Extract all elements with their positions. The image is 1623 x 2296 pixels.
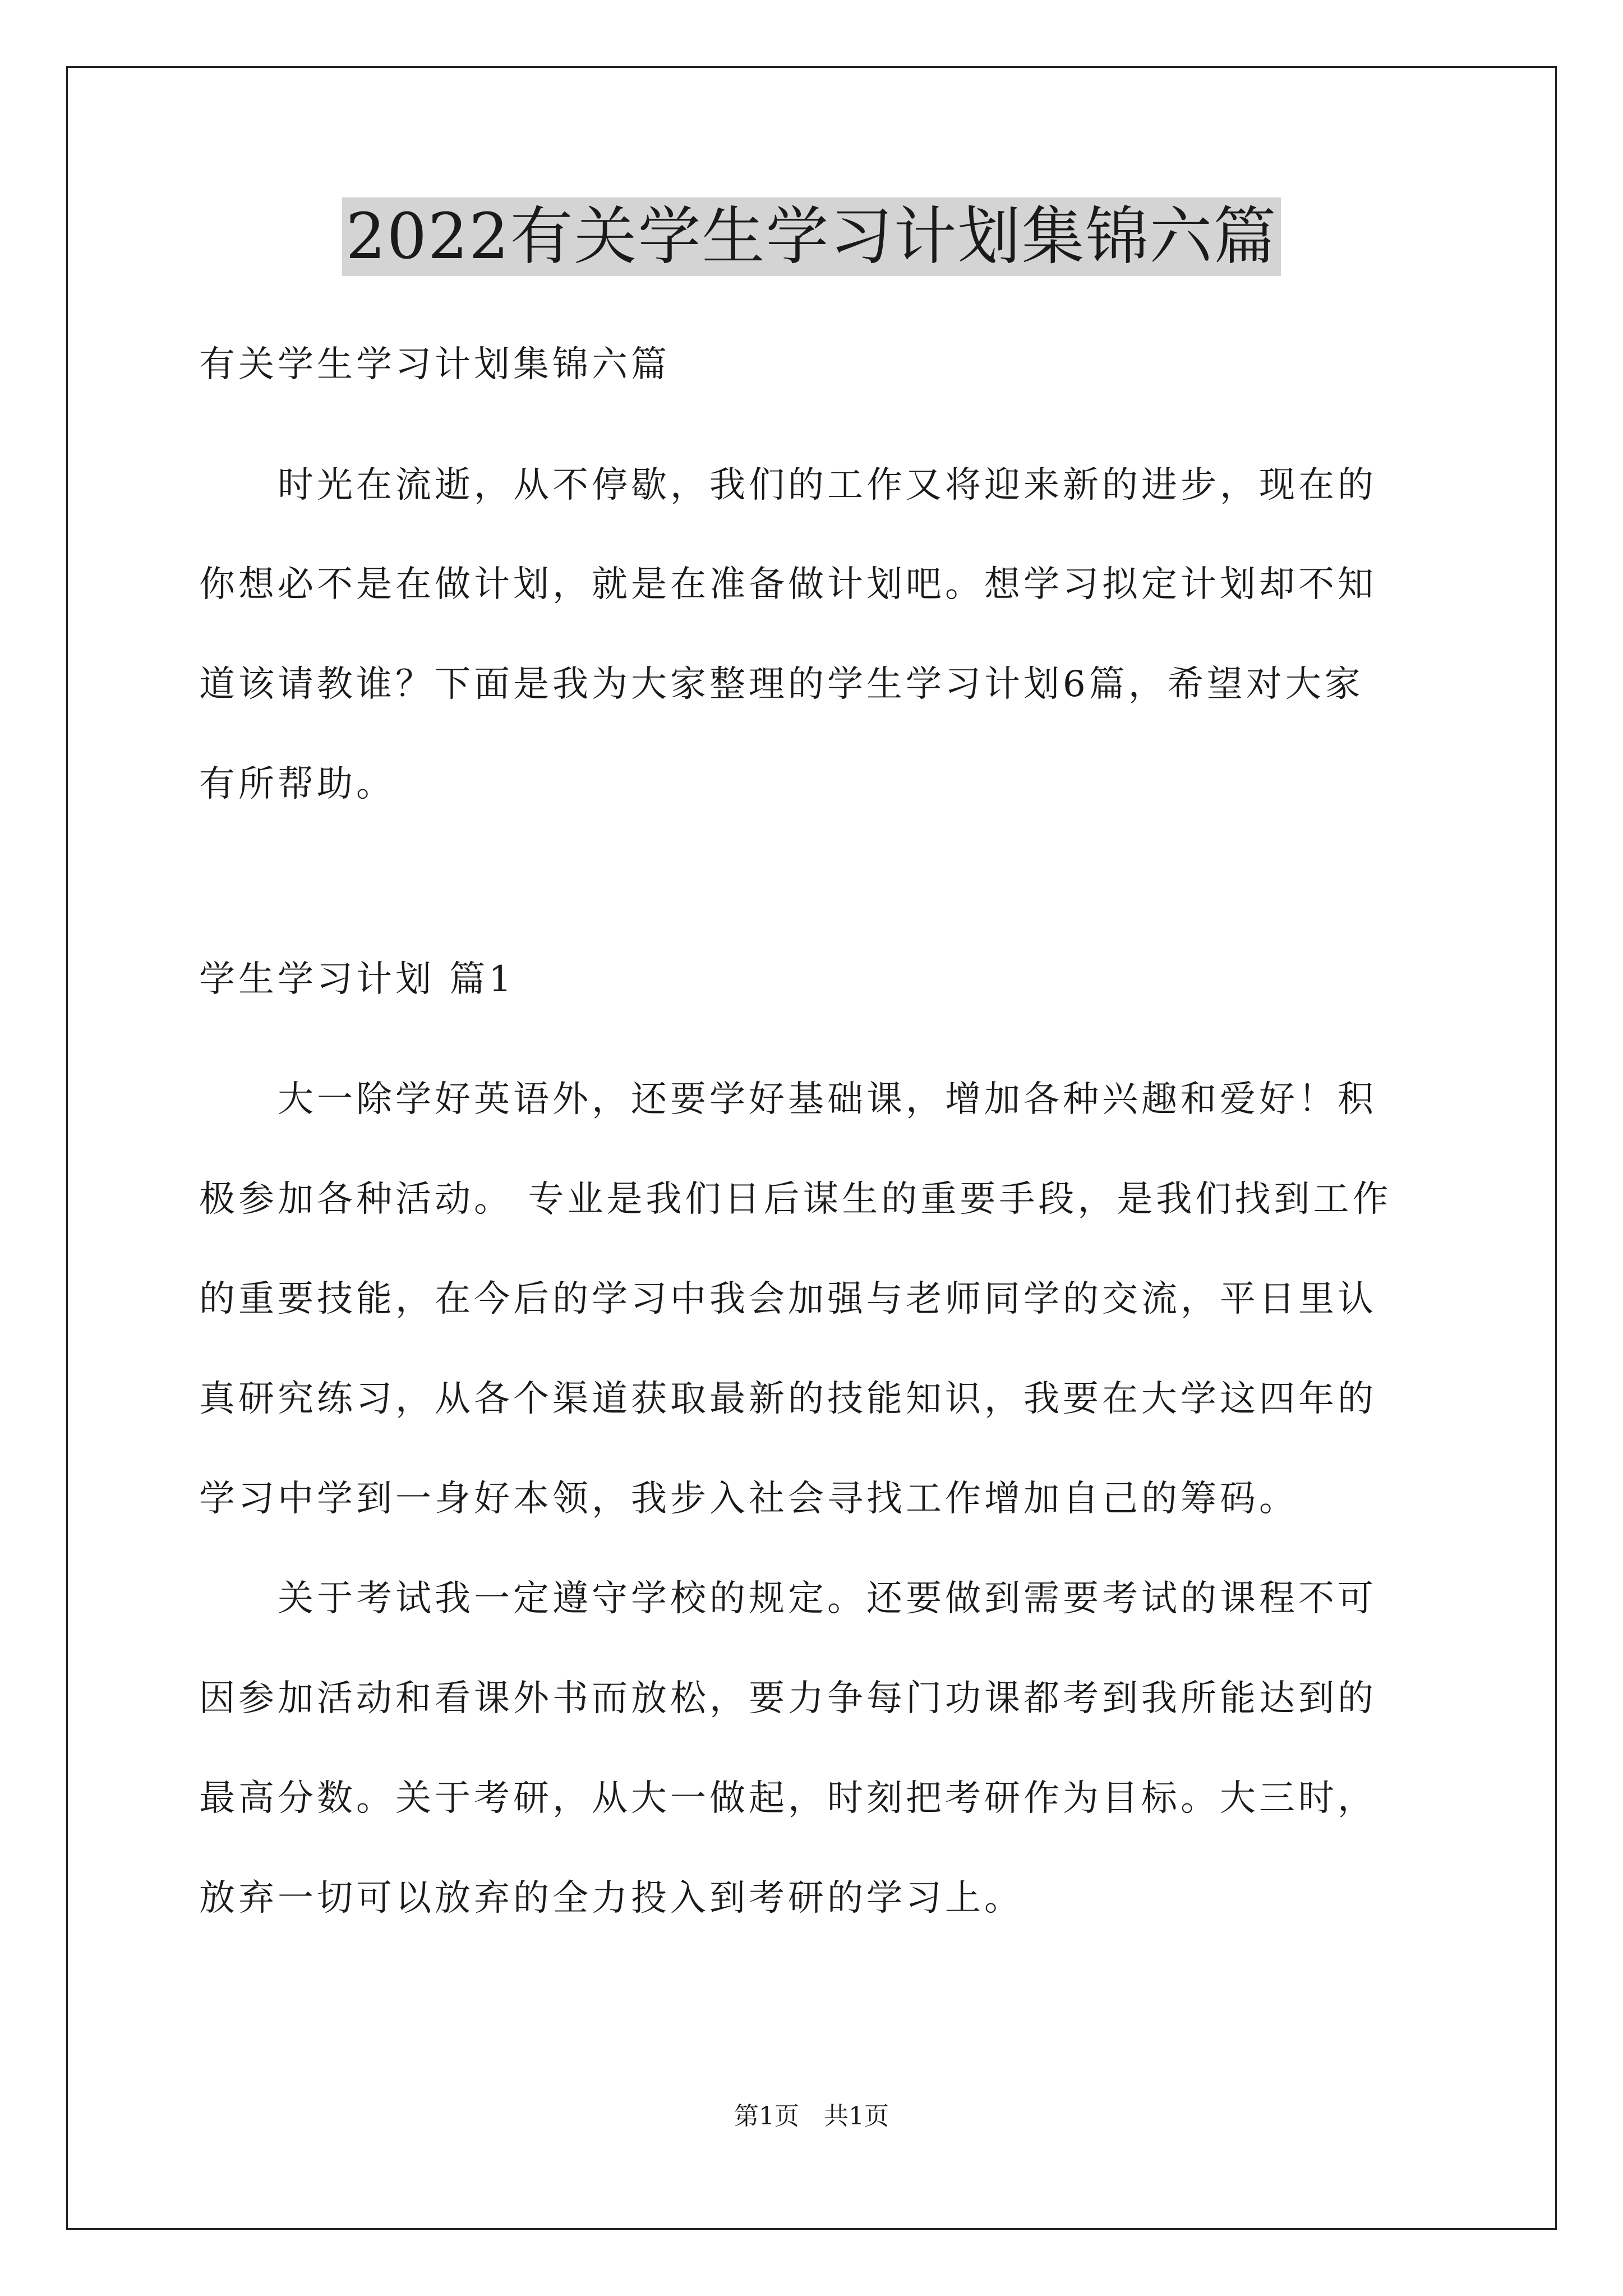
intro-line-4: 有所帮助。 — [199, 763, 395, 805]
intro-line-3: 道该请教谁？下面是我为大家整理的学生学习计划6篇，希望对大家 — [199, 664, 1364, 705]
para2-line-1: 关于考试我一定遵守学校的规定。还要做到需要考试的课程不可 — [278, 1578, 1377, 1619]
para1-line-1: 大一除学好英语外，还要学好基础课，增加各种兴趣和爱好！积 — [278, 1079, 1377, 1120]
para2-line-4: 放弃一切可以放弃的全力投入到考研的学习上。 — [199, 1878, 1023, 1919]
intro-line-2: 你想必不是在做计划，就是在准备做计划吧。想学习拟定计划却不知 — [199, 564, 1377, 605]
section-heading: 学生学习计划 篇1 — [199, 959, 515, 1000]
title-container — [0, 197, 1623, 276]
para1-line-5: 学习中学到一身好本领，我步入社会寻找工作增加自己的筹码。 — [199, 1478, 1298, 1520]
para1-line-2: 极参加各种活动。 专业是我们日后谋生的重要手段，是我们找到工作 — [199, 1179, 1392, 1220]
document-title: 2022有关学生学习计划集锦六篇 — [342, 197, 1280, 276]
para1-line-4: 真研究练习，从各个渠道获取最新的技能知识，我要在大学这四年的 — [199, 1378, 1377, 1420]
document-subtitle: 有关学生学习计划集锦六篇 — [199, 344, 670, 385]
intro-line-1: 时光在流逝，从不停歇，我们的工作又将迎来新的进步，现在的 — [278, 464, 1377, 506]
para2-line-2: 因参加活动和看课外书而放松，要力争每门功课都考到我所能达到的 — [199, 1678, 1377, 1719]
para2-line-3: 最高分数。关于考研，从大一做起，时刻把考研作为目标。大三时， — [199, 1778, 1377, 1819]
page-footer: 第1页 共1页 — [734, 2102, 889, 2131]
para1-line-3: 的重要技能，在今后的学习中我会加强与老师同学的交流，平日里认 — [199, 1278, 1377, 1320]
